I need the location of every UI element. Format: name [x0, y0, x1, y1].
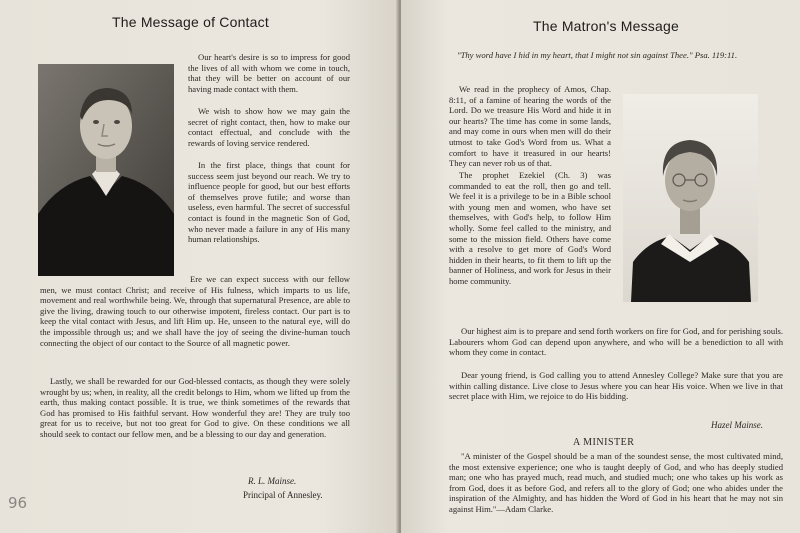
- right-page: [401, 0, 800, 533]
- minister-heading: A MINISTER: [573, 437, 635, 448]
- matron-signature: Hazel Mainse.: [711, 420, 763, 430]
- left-page-title: The Message of Contact: [112, 14, 269, 30]
- right-paragraph-2: The prophet Ezekiel (Ch. 3) was commanded to eat the roll, then go and tell. We feel it is a privilege to be in a Bible school with young men and women, who have set themselves, with God's help, to follow Him wholly. Some feel called to the ministry, and some to the mission field. Others have come with a resolve to get more of God's Word hidden in their hearts, to fit them to lift up the banner of Holiness, and work for Jesus in their home community.: [449, 170, 611, 286]
- pencil-margin-note: 96: [8, 494, 28, 512]
- right-page-title: The Matron's Message: [533, 18, 679, 34]
- matron-portrait: [623, 94, 758, 302]
- principal-portrait-drawing: [38, 64, 174, 276]
- matron-portrait-drawing: [623, 94, 758, 302]
- principal-title: Principal of Annesley.: [243, 490, 323, 500]
- left-paragraph-3: In the first place, things that count for success seem just beyond our reach. We try to influence people for good, but our best efforts of themselves prove futile; and worse than useless, even harmful. The secret of successful contact is found in the magnetic Son of God, who never made a failure in any of His many human relationships.: [188, 160, 350, 245]
- right-paragraph-4: Dear young friend, is God calling you to attend Annesley College? Make sure that you are within calling distance. Live close to Jesus where you can hear His voice. When we live in that secret place with Him, we rejoice to do His bidding.: [449, 370, 783, 402]
- left-paragraph-1: Our heart's desire is so to impress for good the lives of all with whom we come in touch, that they will be better on account of our having made contact with them.: [188, 52, 350, 94]
- principal-portrait: [38, 64, 174, 276]
- right-paragraph-3: Our highest aim is to prepare and send forth workers on fire for God, and for perishing souls. Labourers whom God can depend upon anywhere, and who will be a benediction to all with whom they come in contact.: [449, 326, 783, 358]
- left-paragraph-5: Lastly, we shall be rewarded for our God-blessed contacts, as though they were solely wrought by us; when, in reality, all the credit belongs to Him, whom we lifted up from the earth, thus making contact possible. It is true, we think sometimes of the rewards that God has promised to His faithful servant. How wonderful they are! They are truly too great for us to receive, but not too great for God to give. On these conditions we all should seek to contact our fellow men, and be a blessing to our day and generation.: [40, 376, 350, 439]
- minister-quote: "A minister of the Gospel should be a man of the soundest sense, the most cultivated mind, the most extensive experience; one who is taught deeply of God, and who has deeply studied man; one who has prayed much, read much, and studied much; one who takes up his work as from God, does it as before God, and refers all to the glory of God; one who abides under the inspiration of the Almighty, and has hidden the Word of God in his heart that he may not sin against Him."—Adam Clarke.: [449, 451, 783, 514]
- right-paragraph-1: We read in the prophecy of Amos, Chap. 8:11, of a famine of hearing the words of the Lord. Do we treasure His Word and hide it in our hearts? The time has come in some lands, and may come in ours when men will do their utmost to take God's Word from us. What a comfort to have it treasured in our hearts! They can never rob us of that.: [449, 84, 611, 169]
- principal-signature: R. L. Mainse.: [248, 476, 297, 486]
- scripture-epigraph: "Thy word have I hid in my heart, that I might not sin against Thee." Psa. 119:11.: [457, 50, 738, 60]
- left-paragraph-2: We wish to show how we may gain the secret of right contact, then, how to make our contact effectual, and conclude with the rewards of loving service rendered.: [188, 106, 350, 148]
- left-paragraph-4: Ere we can expect success with our fellow men, we must contact Christ; and receive of His fulness, which imparts to us life, movement and real worthwhile being. We, through that supernatural Presence, are able to give the living, drawing touch to our otherwise impotent, fireless contact. Our part is to keep the vital contact with Jesus, and lift Him up. He, unseen to the natural eye, will do the impossible through us; and we shall have the joy of seeing the divine-human touch connecting the object of our contact to the Source of all magnetic power.: [40, 274, 350, 348]
- left-page: [0, 0, 398, 533]
